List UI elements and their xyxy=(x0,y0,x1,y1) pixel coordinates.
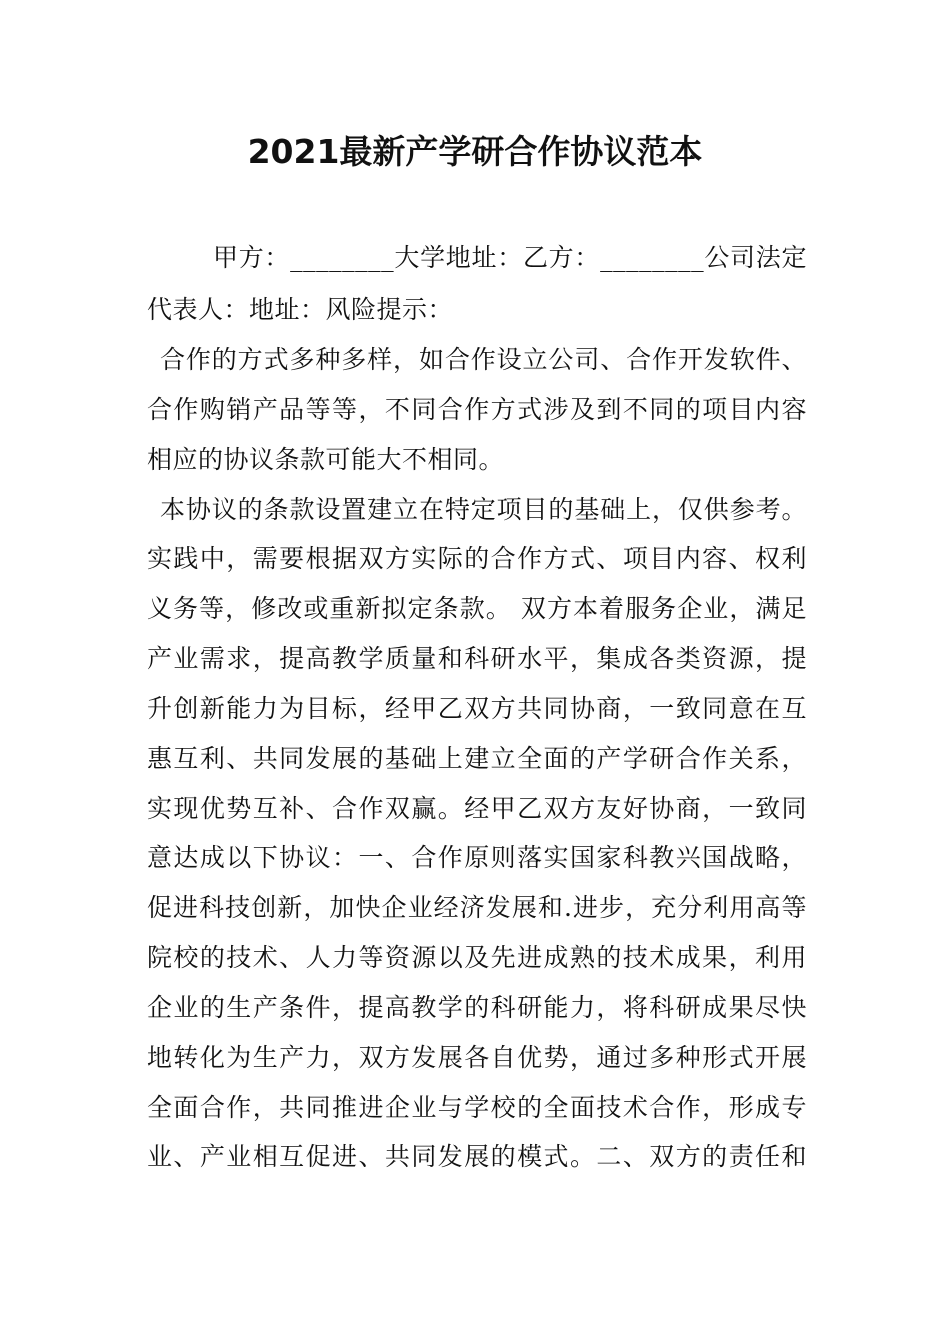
body-line-6: 本协议的条款设置建立在特定项目的基础上，仅供参考。 xyxy=(160,495,807,524)
body-line-12: 实现优势互补、合作双赢。经甲乙双方友好协商，一致同 xyxy=(147,794,807,823)
body-line-19: 业、产业相互促进、共同发展的模式。二、双方的责任和 xyxy=(147,1142,807,1171)
document-title: 2021最新产学研合作协议范本 xyxy=(247,132,703,171)
body-line-17: 地转化为生产力，双方发展各自优势，通过多种形式开展 xyxy=(147,1043,807,1072)
body-line-7: 实践中，需要根据双方实际的合作方式、项目内容、权利 xyxy=(147,544,807,573)
body-line-16: 企业的生产条件，提高教学的科研能力，将科研成果尽快 xyxy=(147,993,807,1022)
body-line-2: 代表人：地址：风险提示： xyxy=(147,295,454,324)
body-line-10: 升创新能力为目标，经甲乙双方共同协商，一致同意在互 xyxy=(147,694,807,723)
body-line-3: 合作的方式多种多样，如合作设立公司、合作开发软件、 xyxy=(160,345,807,374)
body-line-18: 全面合作，共同推进企业与学校的全面技术合作，形成专 xyxy=(147,1093,807,1122)
body-line-5: 相应的协议条款可能大不相同。 xyxy=(147,445,505,474)
body-line-9: 产业需求，提高教学质量和科研水平，集成各类资源，提 xyxy=(147,644,807,673)
body-line-1: 甲方：________大学地址：乙方：________公司法定 xyxy=(213,243,807,272)
body-line-11: 惠互利、共同发展的基础上建立全面的产学研合作关系， xyxy=(147,744,807,773)
body-line-13: 意达成以下协议：一、合作原则落实国家科教兴国战略， xyxy=(147,843,807,872)
body-line-4: 合作购销产品等等，不同合作方式涉及到不同的项目内容 xyxy=(147,395,807,424)
body-line-15: 院校的技术、人力等资源以及先进成熟的技术成果，利用 xyxy=(147,943,807,972)
body-line-14: 促进科技创新，加快企业经济发展和.进步，充分利用高等 xyxy=(147,893,807,922)
body-line-8: 义务等，修改或重新拟定条款。 双方本着服务企业，满足 xyxy=(147,594,807,623)
